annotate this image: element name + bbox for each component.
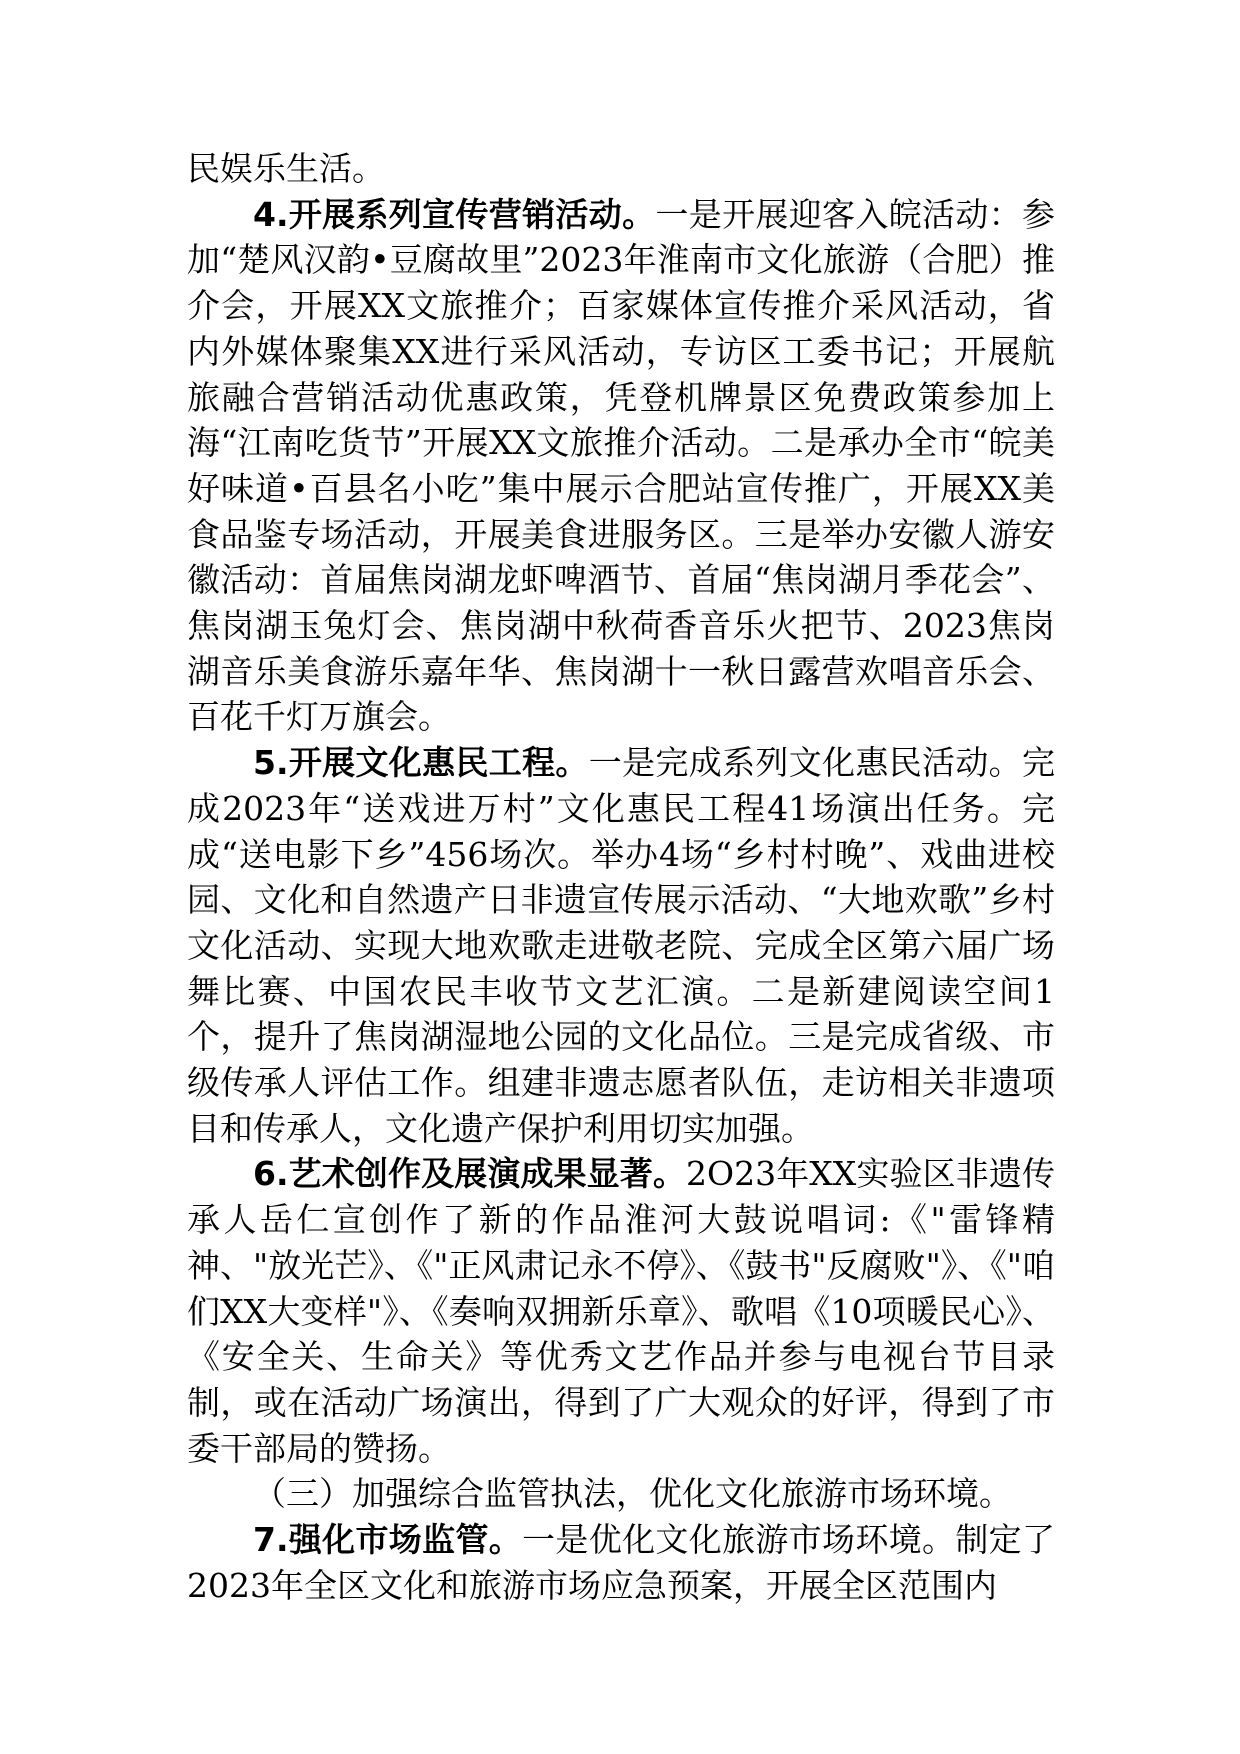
section-3-title bbox=[187, 1471, 1055, 1517]
item-5-text: 一是完成系列文化惠民活动。完成2023年“送戏进万村”文化惠民工程41场演出任务。完成“送电影下乡”456场次。举办4场“乡村村晚”、戏曲进校园、文化和自然遗产日非遗宣传展示活动、“大地欢歌”乡村文化活动、实现大地欢歌走进敬老院、完成全区第六届广场舞比赛、中国农民丰收节文艺汇演。二是新建阅读空间1个，提升了焦岗湖湿地公园的文化品位。三是完成省级、市级传承人评估工作。组建非遗志愿者队伍，走访相关非遗项目和传承人，文化遗产保护利用切实加强。 bbox=[187, 743, 1056, 1148]
item-6-text: 2O23年XX实验区非遗传承人岳仁宣创作了新的作品淮河大鼓说唱词:《"雷锋精神、"放光芒》、《"正风肃记永不停》、《鼓书"反腐败"》、《"咱们XX大变样"》、《奏响双拥新乐章》、歌唱《10项暖民心》、《安全关、生命关》等优秀文艺作品并参与电视台节目录制，或在活动广场演出，得到了广大观众的好评，得到了市委干部局的赞扬。 bbox=[187, 1154, 1055, 1468]
section-3-text: （三）加强综合监管执法，优化文化旅游市场环境。 bbox=[253, 1474, 1012, 1514]
item-5-heading: 5.开展文化惠民工程。 bbox=[253, 743, 589, 783]
item-7-heading: 7.强化市场监管。 bbox=[253, 1520, 523, 1560]
paragraph-item-6 bbox=[187, 1151, 1055, 1471]
paragraph-continuation bbox=[187, 146, 1055, 192]
paragraph-item-7 bbox=[187, 1517, 1055, 1608]
paragraph-item-4 bbox=[187, 192, 1055, 740]
document-body bbox=[187, 146, 1055, 1609]
paragraph-item-5 bbox=[187, 740, 1055, 1151]
item-4-text: 一是开展迎客入皖活动：参加“楚风汉韵•豆腐故里”2023年淮南市文化旅游（合肥）推介会，开展XX文旅推介；百家媒体宣传推介采风活动，省内外媒体聚集XX进行采风活动，专访区工委书记；开展航旅融合营销活动优惠政策，凭登机牌景区免费政策参加上海“江南吃货节”开展XX文旅推介活动。二是承办全市“皖美好味道•百县名小吃”集中展示合肥站宣传推广，开展XX美食品鉴专场活动，开展美食进服务区。三是举办安徽人游安徽活动：首届焦岗湖龙虾啤酒节、首届“焦岗湖月季花会”、焦岗湖玉兔灯会、焦岗湖中秋荷香音乐火把节、2023焦岗湖音乐美食游乐嘉年华、焦岗湖十一秋日露营欢唱音乐会、百花千灯万旗会。 bbox=[187, 194, 1056, 737]
item-4-heading: 4.开展系列宣传营销活动。 bbox=[253, 194, 656, 234]
item-6-heading: 6.艺术创作及展演成果显著。 bbox=[253, 1154, 687, 1194]
paragraph-text: 民娱乐生活。 bbox=[187, 149, 385, 188]
item-7-text: 一是优化文化旅游市场环境。制定了2023年全区文化和旅游市场应急预案，开展全区范围内 bbox=[187, 1520, 1056, 1605]
